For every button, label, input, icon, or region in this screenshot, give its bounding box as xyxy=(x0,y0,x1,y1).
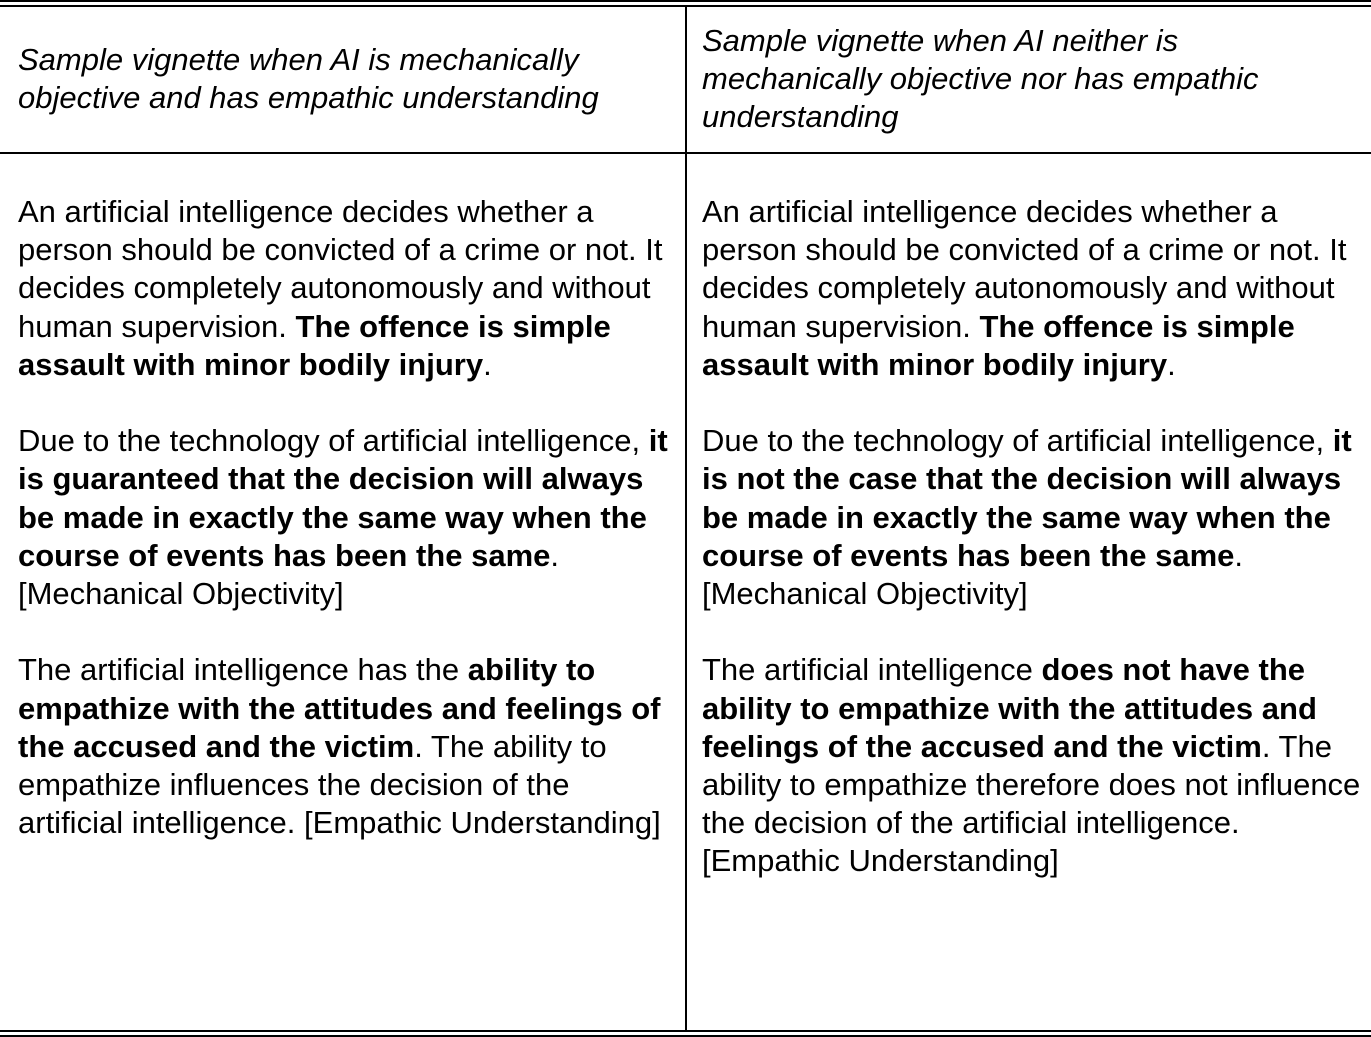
paragraph-text: . xyxy=(1167,346,1176,382)
vignette-paragraph-empathic-understanding xyxy=(702,651,1362,880)
vignette-paragraph-empathic-understanding xyxy=(18,651,678,842)
paragraph-bold-text: it is not the case that the decision will always be made in exactly the same way when the course of events has been the same xyxy=(702,423,1352,573)
paragraph-text: . [Mechanical Objectivity] xyxy=(18,537,559,612)
body-cell-left xyxy=(18,193,678,881)
header-cell-left: Sample vignette when AI is mechanically objective and has empathic understanding xyxy=(18,42,599,116)
paragraph-text: An artificial intelligence decides whether a person should be convicted of a crime or not. It decides completely autonomously and without human supervision. xyxy=(702,194,1347,344)
paragraph-text: Due to the technology of artificial intelligence, xyxy=(702,423,1333,459)
paragraph-bold-text: The offence is simple assault with minor bodily injury xyxy=(702,308,1295,382)
paragraph-bold-text: ability to empathize with the attitudes and feelings of the accused and the victim xyxy=(18,652,661,764)
paragraph-text: . The ability to empathize therefore does not influence the decision of the artificial intelligence. [Empathic Understanding] xyxy=(702,728,1361,879)
paragraph-text: . [Mechanical Objectivity] xyxy=(702,537,1243,612)
vignette-paragraph-offence xyxy=(18,193,678,384)
vignette-paragraph-offence xyxy=(702,193,1362,384)
header-cell-right: Sample vignette when AI neither is mechanically objective nor has empathic understanding xyxy=(702,23,1259,135)
vignette-paragraph-mechanical-objectivity xyxy=(18,422,678,613)
paragraph-text: . xyxy=(483,346,492,382)
vignette-paragraph-mechanical-objectivity xyxy=(702,422,1362,613)
body-cell-right xyxy=(702,193,1362,919)
table-bottom-rule xyxy=(0,1030,1371,1037)
paragraph-text: The artificial intelligence xyxy=(702,652,1042,688)
paragraph-text: The artificial intelligence has the xyxy=(18,652,468,688)
column-divider xyxy=(685,5,687,1032)
paragraph-bold-text: it is guaranteed that the decision will always be made in exactly the same way when the course of events has been the same xyxy=(18,423,668,573)
paragraph-text: Due to the technology of artificial intelligence, xyxy=(18,423,649,459)
paragraph-text: . The ability to empathize influences the decision of the artificial intelligence. [Empathic Understanding] xyxy=(18,728,661,841)
paragraph-bold-text: does not have the ability to empathize with the attitudes and feelings of the accused and the victim xyxy=(702,652,1317,764)
paragraph-text: An artificial intelligence decides whether a person should be convicted of a crime or not. It decides completely autonomously and without human supervision. xyxy=(18,194,663,344)
paragraph-bold-text: The offence is simple assault with minor bodily injury xyxy=(18,308,611,382)
